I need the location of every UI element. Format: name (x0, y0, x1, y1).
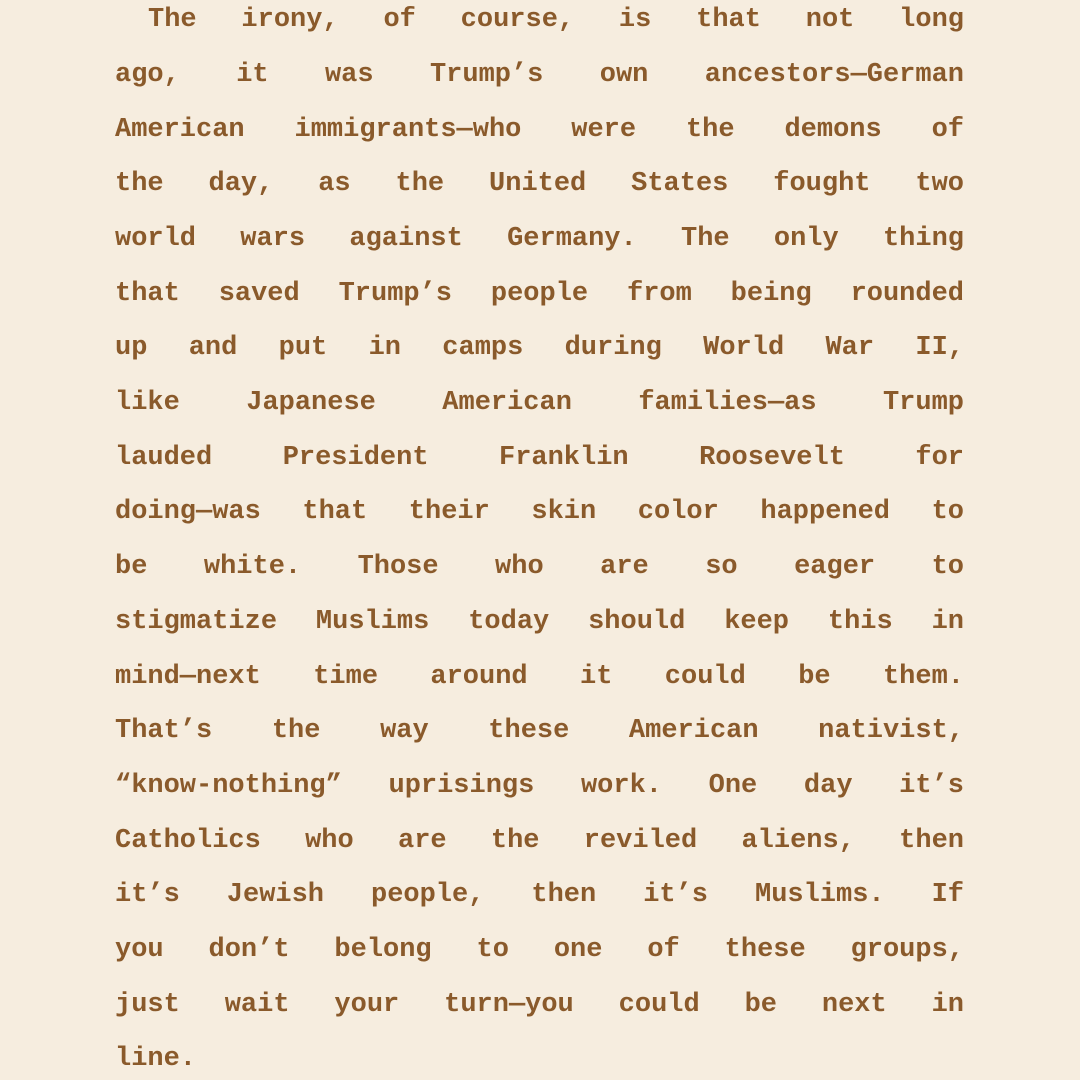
text-line: “know-nothing” uprisings work. One day it’s (115, 771, 964, 801)
text-line: line. (115, 1044, 197, 1074)
text-line: doing—was that their skin color happened to (115, 497, 964, 527)
text-line: That’s the way these American nativist, (115, 716, 964, 746)
text-line: just wait your turn—you could be next in (115, 990, 964, 1020)
text-line: it’s Jewish people, then it’s Muslims. If (115, 880, 964, 910)
text-line: be white. Those who are so eager to (115, 552, 964, 582)
text-line: Catholics who are the reviled aliens, then (115, 826, 964, 856)
text-line: American immigrants—who were the demons of (115, 115, 964, 145)
text-line: stigmatize Muslims today should keep this in (115, 607, 964, 637)
text-line: like Japanese American families—as Trump (115, 388, 964, 418)
text-line: mind—next time around it could be them. (115, 662, 964, 692)
text-line: lauded President Franklin Roosevelt for (115, 443, 964, 473)
text-line: the day, as the United States fought two (115, 169, 964, 199)
text-line: you don’t belong to one of these groups, (115, 935, 964, 965)
text-line: up and put in camps during World War II, (115, 333, 964, 363)
text-line: The irony, of course, is that not long (148, 5, 964, 35)
text-line: ago, it was Trump’s own ancestors—German (115, 60, 964, 90)
text-line: world wars against Germany. The only thing (115, 224, 964, 254)
text-line: that saved Trump’s people from being rounded (115, 279, 964, 309)
